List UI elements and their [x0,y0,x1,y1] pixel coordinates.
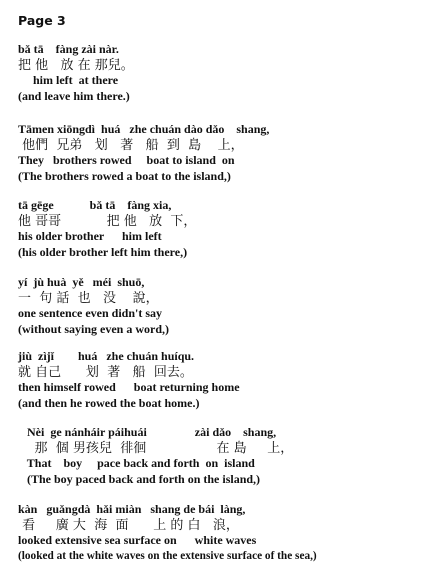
chinese-line: 那 個 男孩兒 徘徊 在 島 上， [18,440,294,456]
stanza-7 [18,502,418,564]
translation-line: (and then he rowed the boat home.) [18,395,200,410]
stanza-1 [18,42,418,104]
translation-line: (looked at the white waves on the extensive surface of the sea,) [18,549,317,562]
gloss-line: That boy pace back and forth on island [18,456,255,470]
page-label: Page 3 [18,13,66,28]
chinese-line: 就 自己 划 著 船 回去。 [18,364,193,380]
translation-line: (without saying even a word,) [18,321,170,336]
gloss-line: looked extensive sea surface on white waves [18,533,257,547]
chinese-line: 一 句 話 也 没 說， [18,290,159,306]
gloss-line: him left at there [18,73,119,87]
translation-line: (The brothers rowed a boat to the island,) [18,168,231,183]
chinese-line: 把 他 放 在 那兒。 [18,57,134,73]
pinyin-line: Nèi ge nánháir páihuái zài dǎo shang, [18,425,277,439]
chinese-line: 他們 兄弟 划 著 船 到 島 上， [18,137,244,153]
chinese-line: 他 哥哥 把 他 放 下， [18,213,197,229]
stanza-4 [18,275,418,337]
translation-line: (his older brother left him there,) [18,244,188,259]
pinyin-line: yí jù huà yě méi shuō, [18,275,145,289]
pinyin-line: kàn guǎngdà hǎi miàn shang de bái làng, [18,502,246,516]
stanza-2 [18,122,418,184]
stanza-6 [18,425,418,487]
gloss-line: They brothers rowed boat to island on [18,153,235,167]
stanza-3 [18,198,418,260]
pinyin-line: jiù zìjǐ huá zhe chuán huíqu. [18,349,195,363]
pinyin-line: Tāmen xiōngdì huá zhe chuán dào dǎo shang, [18,122,270,136]
translation-line: (and leave him there.) [18,88,130,103]
chinese-line: 看 廣 大 海 面 上 的 白 浪， [18,517,239,533]
pinyin-line: tā gēge bǎ tā fàng xia, [18,198,172,212]
gloss-line: his older brother him left [18,229,162,243]
gloss-line: then himself rowed boat returning home [18,380,240,394]
gloss-line: one sentence even didn't say [18,306,162,320]
stanza-5 [18,349,418,411]
pinyin-line: bǎ tā fàng zài nàr. [18,42,119,56]
translation-line: (The boy paced back and forth on the island,) [18,471,261,486]
